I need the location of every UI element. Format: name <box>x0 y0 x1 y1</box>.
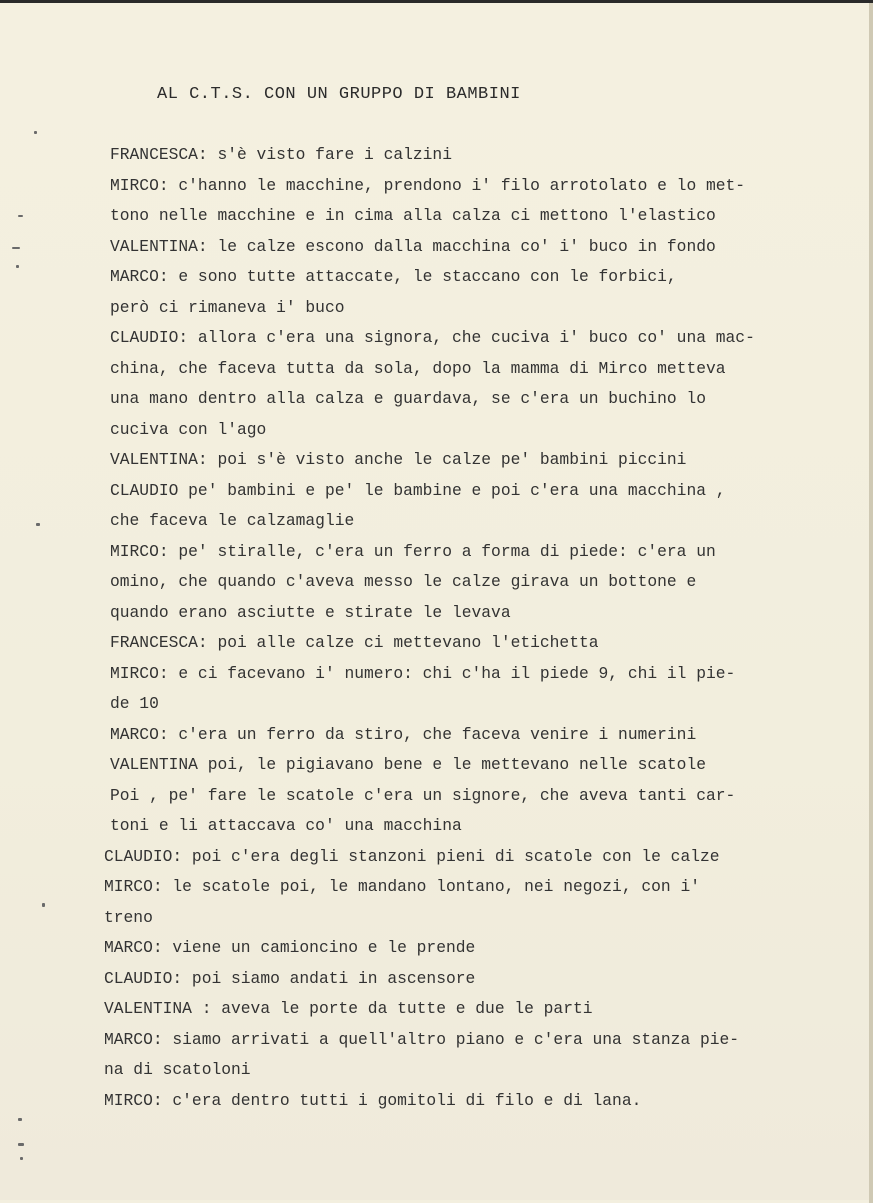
text-line: de 10 <box>110 694 159 713</box>
text-line: VALENTINA: poi s'è visto anche le calze pe' bambini piccini <box>110 450 687 469</box>
text-line: una mano dentro alla calza e guardava, se c'era un buchino lo <box>110 389 706 408</box>
margin-mark <box>42 903 45 907</box>
text-line: CLAUDIO: poi siamo andati in ascensore <box>104 968 476 988</box>
text-line: MIRCO: c'era dentro tutti i gomitoli di filo e di lana. <box>104 1090 642 1110</box>
margin-mark <box>12 247 20 249</box>
text-line: na di scatoloni <box>104 1060 251 1079</box>
page-edge-shadow <box>869 3 873 1203</box>
margin-mark <box>20 1157 23 1160</box>
text-line: MIRCO: e ci facevano i' numero: chi c'ha il piede 9, chi il pie- <box>110 663 736 683</box>
margin-mark <box>18 1118 22 1121</box>
text-line: CLAUDIO pe' bambini e pe' le bambine e poi c'era una macchina , <box>110 480 726 500</box>
text-line: VALENTINA: le calze escono dalla macchina co' i' buco in fondo <box>110 236 716 256</box>
transcript-body <box>104 140 804 1116</box>
text-line: CLAUDIO: allora c'era una signora, che cuciva i' buco co' una mac- <box>110 328 755 347</box>
margin-mark <box>34 131 37 134</box>
text-line: CLAUDIO: poi c'era degli stanzoni pieni di scatole con le calze <box>104 846 720 866</box>
margin-mark <box>16 265 19 268</box>
text-line: MARCO: e sono tutte attaccate, le staccano con le forbici, <box>110 267 677 286</box>
text-line: VALENTINA : aveva le porte da tutte e due le parti <box>104 999 593 1018</box>
margin-mark <box>18 1143 24 1146</box>
text-line: china, che faceva tutta da sola, dopo la mamma di Mirco metteva <box>110 358 726 378</box>
text-line: treno <box>104 907 153 927</box>
text-line: FRANCESCA: s'è visto fare i calzini <box>110 145 452 164</box>
text-line: MIRCO: c'hanno le macchine, prendono i' filo arrotolato e lo met- <box>110 175 746 195</box>
text-line: MIRCO: le scatole poi, le mandano lontano, nei negozi, con i' <box>104 877 700 896</box>
text-line: cuciva con l'ago <box>110 419 267 439</box>
page-title: AL C.T.S. CON UN GRUPPO DI BAMBINI <box>157 85 521 104</box>
text-line: toni e li attaccava co' una macchina <box>110 816 462 835</box>
text-line: MARCO: viene un camioncino e le prende <box>104 938 476 957</box>
margin-mark <box>36 523 40 526</box>
text-line: omino, che quando c'aveva messo le calze girava un bottone e <box>110 572 697 591</box>
text-line: MARCO: siamo arrivati a quell'altro piano e c'era una stanza pie- <box>104 1029 740 1049</box>
text-line: Poi , pe' fare le scatole c'era un signore, che aveva tanti car- <box>110 785 736 805</box>
text-line: MARCO: c'era un ferro da stiro, che faceva venire i numerini <box>110 724 697 744</box>
text-line: tono nelle macchine e in cima alla calza ci mettono l'elastico <box>110 206 716 225</box>
text-line: MIRCO: pe' stiralle, c'era un ferro a forma di piede: c'era un <box>110 541 716 561</box>
text-line: FRANCESCA: poi alle calze ci mettevano l'etichetta <box>110 633 599 652</box>
text-line: però ci rimaneva i' buco <box>110 297 345 317</box>
margin-mark <box>18 215 23 217</box>
text-line: che faceva le calzamaglie <box>110 511 355 530</box>
text-line: VALENTINA poi, le pigiavano bene e le mettevano nelle scatole <box>110 755 706 774</box>
text-line: quando erano asciutte e stirate le levava <box>110 602 511 622</box>
